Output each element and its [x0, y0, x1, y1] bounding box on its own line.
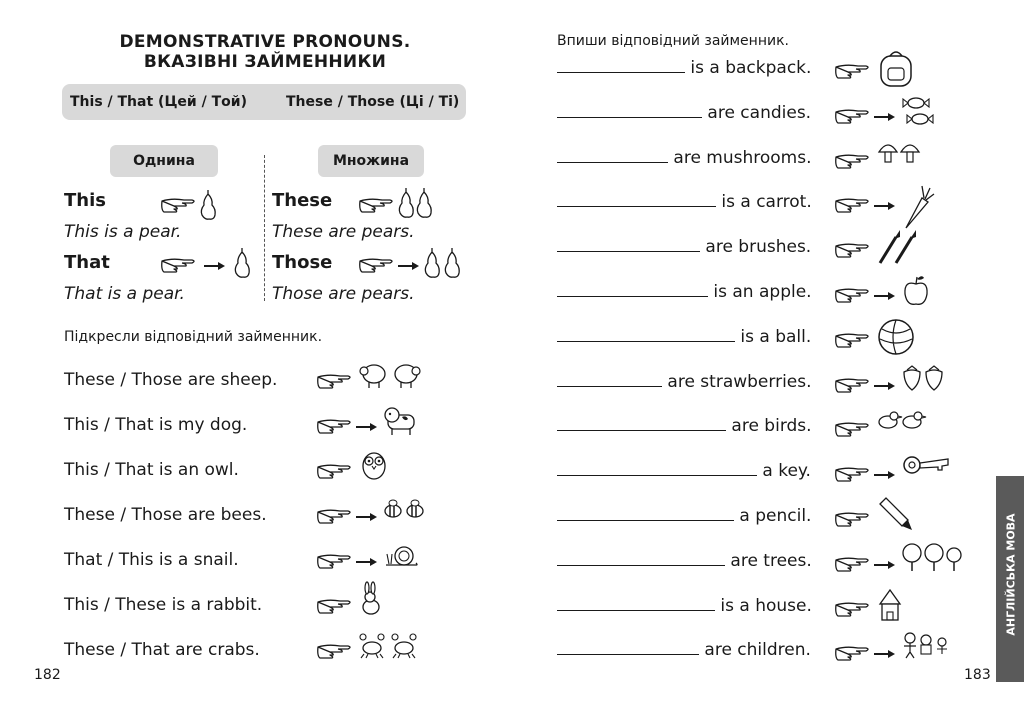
arrow-icon [874, 202, 895, 210]
pointing-hand-icon [836, 334, 868, 347]
fill-in-text: are trees. [730, 550, 812, 571]
arrow-icon [874, 113, 895, 121]
these-illustration [358, 186, 438, 220]
pointing-hand-icon [836, 513, 868, 526]
arrow-icon [874, 650, 895, 658]
pointing-hand-icon [836, 289, 868, 302]
pointing-hand-icon [836, 244, 868, 257]
answer-blank[interactable] [557, 596, 715, 611]
this-example: This is a pear. [64, 222, 182, 242]
those-example: Those are pears. [272, 284, 415, 304]
pointing-hand-icon [318, 375, 350, 388]
fill-in-illustration [834, 280, 984, 320]
carrot-icon [906, 186, 934, 228]
arrow-icon [204, 262, 225, 270]
answer-blank[interactable] [557, 327, 735, 342]
candy-icon [903, 98, 933, 124]
exercise-sentence[interactable]: That / This is a snail. [64, 550, 239, 570]
side-tab [996, 476, 1024, 682]
fill-in-text: is a house. [720, 595, 812, 616]
answer-blank[interactable] [557, 237, 700, 252]
pear-icon [445, 248, 459, 277]
ball-icon [879, 320, 913, 354]
exercise-illustration [316, 411, 456, 447]
bee-icon [385, 500, 423, 517]
fill-in-text: is a carrot. [721, 192, 812, 213]
fill-in-row [557, 237, 811, 257]
that-example: That is a pear. [64, 284, 185, 304]
that-word: That [64, 252, 110, 273]
pointing-hand-icon [836, 424, 868, 437]
fill-in-row [557, 148, 812, 168]
answer-blank[interactable] [557, 461, 757, 476]
arrow-icon [874, 471, 895, 479]
exercise-illustration [316, 546, 456, 582]
pointing-hand-icon [836, 65, 868, 78]
fill-in-text: a pencil. [739, 506, 812, 526]
children-icon [904, 633, 947, 658]
these-example: These are pears. [272, 222, 415, 242]
backpack-icon [881, 52, 911, 86]
fill-in-row [557, 103, 811, 123]
fill-in-row [557, 327, 811, 347]
exercise-sentence[interactable]: This / That is my dog. [64, 415, 248, 435]
pointing-hand-icon [318, 420, 350, 433]
answer-blank[interactable] [557, 148, 668, 163]
answer-blank[interactable] [557, 372, 662, 387]
pronoun-bar [62, 84, 466, 120]
fill-in-row [557, 461, 811, 481]
arrow-icon [874, 292, 895, 300]
pear-icon [399, 188, 413, 217]
brush-icon [880, 230, 916, 263]
that-illustration [160, 246, 260, 280]
fill-in-row [557, 282, 812, 302]
this-word: This [64, 190, 106, 211]
apple-icon [905, 276, 927, 304]
fill-in-row [557, 58, 811, 78]
fill-in-illustration [834, 101, 984, 141]
strawberry-icon [904, 366, 942, 390]
page-subtitle: ВКАЗІВНІ ЗАЙМЕННИКИ [143, 52, 387, 72]
exercise-sentence[interactable]: These / That are crabs. [64, 640, 260, 660]
those-word: Those [272, 252, 333, 273]
fill-in-text: are birds. [731, 416, 812, 437]
house-icon [880, 590, 900, 620]
these-word: These [272, 190, 333, 211]
arrow-icon [356, 513, 377, 521]
arrow-icon [356, 423, 377, 431]
fill-in-illustration [834, 549, 984, 589]
fill-in-text: are mushrooms. [673, 147, 812, 168]
fill-in-text: is a ball. [740, 326, 812, 347]
fill-in-illustration [834, 504, 984, 544]
exercise-illustration [316, 501, 456, 537]
tree-icon [903, 544, 961, 571]
bird-icon [879, 412, 926, 428]
answer-blank[interactable] [557, 416, 726, 431]
exercise-sentence[interactable]: These / Those are bees. [64, 505, 267, 525]
left-instruction: Підкресли відповідний займенник. [64, 329, 323, 345]
exercise-sentence[interactable]: This / These is a rabbit. [64, 595, 263, 615]
crab-icon [360, 634, 416, 658]
answer-blank[interactable] [557, 640, 699, 655]
pointing-hand-icon [836, 468, 868, 481]
pointing-hand-icon [318, 600, 350, 613]
exercise-illustration [316, 636, 456, 672]
pointing-hand-icon [318, 465, 350, 478]
answer-blank[interactable] [557, 282, 708, 297]
sheep-icon [360, 365, 420, 388]
exercise-illustration [316, 591, 456, 627]
pointing-hand-icon [836, 110, 868, 123]
column-divider [264, 155, 265, 301]
answer-blank[interactable] [557, 192, 716, 207]
answer-blank[interactable] [557, 506, 734, 521]
fill-in-illustration [834, 370, 984, 410]
pointing-hand-icon [360, 259, 392, 272]
pointing-hand-icon [836, 200, 868, 213]
plural-label: Множина [318, 145, 424, 177]
fill-in-text: is an apple. [713, 282, 812, 302]
fill-in-text: are brushes. [705, 237, 812, 258]
pencil-icon [880, 498, 912, 530]
pear-icon [417, 188, 431, 217]
pointing-hand-icon [836, 648, 868, 661]
fill-in-illustration [834, 638, 984, 678]
answer-blank[interactable] [557, 551, 725, 566]
fill-in-illustration [834, 56, 984, 96]
side-tab-label: АНГЛІЙСЬКА МОВА [1004, 513, 1018, 636]
rabbit-icon [363, 582, 379, 614]
fill-in-row [557, 416, 812, 436]
fill-in-row [557, 372, 812, 392]
owl-icon [363, 453, 385, 479]
pointing-hand-icon [836, 603, 868, 616]
exercise-sentence[interactable]: This / That is an owl. [64, 460, 239, 480]
pointing-hand-icon [318, 555, 350, 568]
singular-label: Однина [110, 145, 218, 177]
exercise-illustration [316, 366, 456, 402]
key-icon [904, 457, 948, 473]
snail-icon [386, 547, 417, 565]
fill-in-illustration [834, 414, 984, 454]
fill-in-text: a key. [762, 461, 811, 482]
arrow-icon [398, 262, 419, 270]
arrow-icon [356, 558, 377, 566]
fill-in-illustration [834, 325, 984, 365]
pointing-hand-icon [162, 259, 194, 272]
page-number-right: 183 [964, 667, 991, 683]
exercise-illustration [316, 456, 456, 492]
fill-in-text: is a backpack. [690, 58, 812, 78]
dog-icon [385, 408, 414, 435]
bar-plural: These / Those (Ці / Ті) [286, 94, 460, 110]
answer-blank[interactable] [557, 103, 702, 118]
page-title: DEMONSTRATIVE PRONOUNS. [119, 32, 411, 52]
pointing-hand-icon [318, 510, 350, 523]
fill-in-text: are strawberries. [667, 371, 812, 392]
pointing-hand-icon [318, 645, 350, 658]
answer-blank[interactable] [557, 58, 685, 73]
right-instruction: Впиши відповідний займенник. [557, 33, 789, 49]
pointing-hand-icon [162, 199, 194, 212]
bar-singular: This / That (Цей / Той) [70, 94, 247, 110]
fill-in-text: are children. [704, 640, 811, 661]
pear-icon [235, 248, 249, 277]
fill-in-illustration [834, 594, 984, 634]
pointing-hand-icon [360, 199, 392, 212]
fill-in-row [557, 596, 812, 616]
arrow-icon [874, 382, 895, 390]
pointing-hand-icon [836, 379, 868, 392]
fill-in-row [557, 551, 812, 571]
mushroom-icon [879, 145, 919, 162]
fill-in-illustration [834, 459, 984, 499]
fill-in-illustration [834, 146, 984, 186]
those-illustration [358, 246, 468, 280]
fill-in-row [557, 640, 811, 660]
pointing-hand-icon [836, 558, 868, 571]
page-number-left: 182 [34, 667, 61, 683]
fill-in-illustration [834, 235, 984, 275]
exercise-sentence[interactable]: These / Those are sheep. [64, 370, 278, 390]
pear-icon [201, 190, 215, 219]
arrow-icon [874, 561, 895, 569]
fill-in-row [557, 192, 812, 212]
fill-in-illustration [834, 190, 984, 230]
fill-in-row [557, 506, 811, 526]
pear-icon [425, 248, 439, 277]
fill-in-text: are candies. [707, 102, 812, 123]
pointing-hand-icon [836, 155, 868, 168]
this-illustration [160, 190, 220, 222]
